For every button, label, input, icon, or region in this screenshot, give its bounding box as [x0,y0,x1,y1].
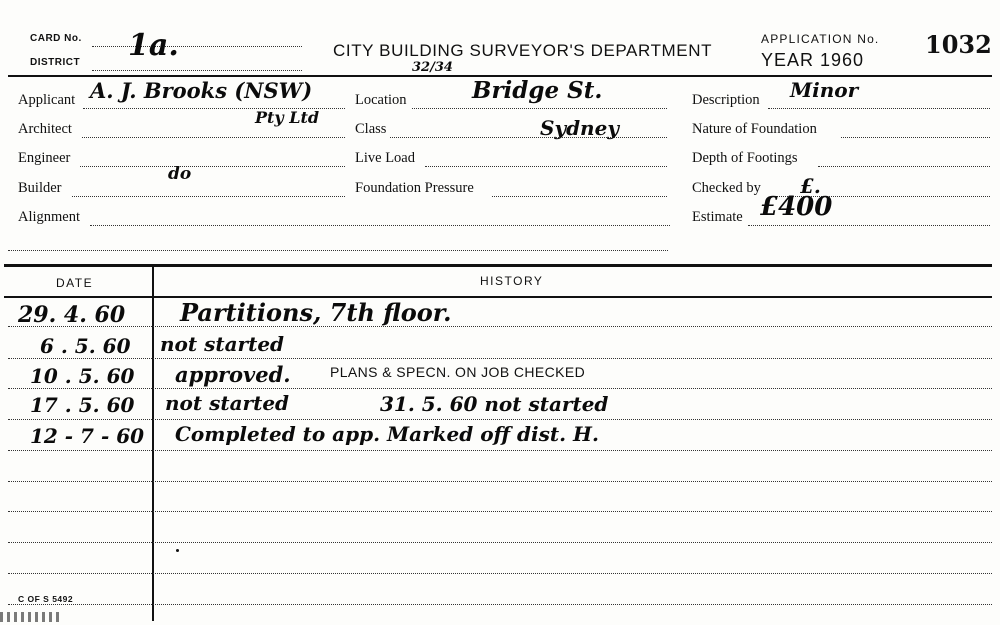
estimate-label: Estimate [692,209,743,225]
history-row-date: 29. 4. 60 [18,302,126,328]
estimate-value: £400 [760,192,833,222]
description-dots [768,108,990,109]
location-number: 32/34 [412,60,453,75]
class-label: Class [355,121,387,137]
card-no-value: 1a. [128,28,179,63]
live-load-dots [425,166,667,167]
date-column-header: DATE [56,276,94,290]
alignment-label: Alignment [18,209,81,225]
date-column-divider [152,266,154,621]
district-dots [92,70,302,71]
foundation-pressure-label: Foundation Pressure [355,180,474,196]
nature-dots [841,137,990,138]
description-label: Description [692,92,760,108]
history-line [8,358,992,359]
history-row-entry: Completed to app. Marked off dist. H. [175,422,599,446]
engineer-label: Engineer [18,150,71,166]
checked-by-label: Checked by [692,180,761,196]
application-label: APPLICATION No. [761,32,880,46]
history-line [8,450,992,451]
depth-of-footings-label: Depth of Footings [692,150,798,166]
class-dots [390,137,667,138]
history-row-date: 17 . 5. 60 [30,393,135,417]
location-value: Bridge St. [472,77,603,104]
applicant-label: Applicant [18,92,76,108]
location-dots [412,108,667,109]
nature-of-foundation-label: Nature of Foundation [692,121,817,137]
history-row-date: 10 . 5. 60 [30,364,135,388]
applicant-value: A. J. Brooks (NSW) [90,78,313,103]
card-no-dots [92,46,302,47]
history-line [8,326,992,327]
history-line [8,388,992,389]
architect-label: Architect [18,121,72,137]
builder-dots [72,196,345,197]
year-line: YEAR 1960 [761,50,865,70]
history-row-date: 6 . 5. 60 [40,334,131,358]
blank-line-dots [8,250,668,251]
builder-label: Builder [18,180,62,196]
history-line [8,604,992,605]
card-no-label: CARD No. [30,33,82,44]
foundation-pressure-dots [492,196,667,197]
form-code: C OF S 5492 [18,594,74,604]
edge-speckle [0,612,60,622]
alignment-dots [90,225,670,226]
history-row-entry: not started [160,332,285,356]
live-load-label: Live Load [355,150,415,166]
plans-checked-stamp: PLANS & SPECN. ON JOB CHECKED [330,364,586,380]
description-value: Minor [790,78,859,102]
applicant-value-line2: Pty Ltd [255,108,320,127]
builder-value: do [168,164,192,184]
department-title: CITY BUILDING SURVEYOR'S DEPARTMENT [333,41,713,60]
application-number: 1032 [925,30,992,59]
history-line [8,573,992,574]
history-column-header: HISTORY [480,274,544,288]
history-line [8,419,992,420]
history-row-entry: Partitions, 7th floor. [180,298,452,327]
history-line [8,511,992,512]
history-row-extra: 31. 5. 60 not started [380,392,609,416]
architect-dots [82,137,345,138]
history-line [8,542,992,543]
estimate-dots [748,225,990,226]
depth-dots [818,166,990,167]
history-row-entry: not started [165,391,290,415]
class-value: Sydney [540,116,619,140]
engineer-dots [80,166,345,167]
location-label: Location [355,92,407,108]
checked-by-value: £. [800,174,821,198]
district-label: DISTRICT [30,57,81,68]
history-row-date: 12 - 7 - 60 [30,424,145,448]
ink-dot [176,549,179,552]
history-line [8,481,992,482]
history-row-entry: approved. [175,362,291,387]
